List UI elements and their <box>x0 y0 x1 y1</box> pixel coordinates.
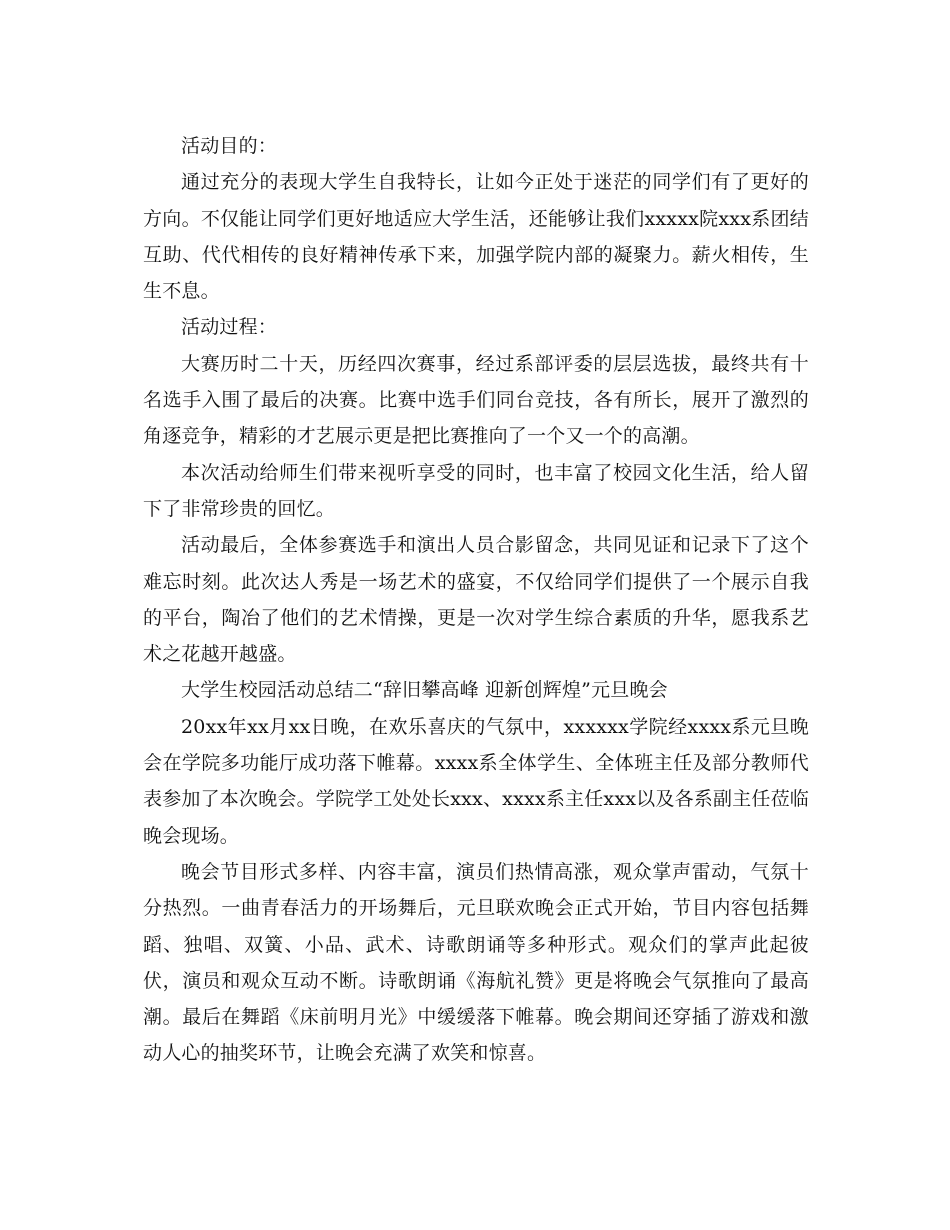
paragraph-competition: 大赛历时二十天，历经四次赛事，经过系部评委的层层选拔，最终共有十名选手入围了最后的决赛。比赛中选手们同台竞技，各有所长，展开了激烈的角逐竞争，精彩的才艺展示更是把比赛推向了一个又一个的高潮。 <box>143 352 809 448</box>
paragraph-campus-culture: 本次活动给师生们带来视听享受的同时，也丰富了校园文化生活，给人留下了非常珍贵的回忆。 <box>143 461 809 520</box>
section-title-new-year-gala: 大学生校园活动总结二“辞旧攀高峰 迎新创辉煌”元旦晚会 <box>181 679 668 702</box>
paragraph-gala-intro: 20xx年xx月xx日晚，在欢乐喜庆的气氛中，xxxxxx学院经xxxx系元旦晚会在学院多功能厅成功落下帷幕。xxxx系全体学生、全体班主任及部分教师代表参加了本次晚会。学院学工处处长xxx、xxxx系主任xxx以及各系副主任莅临晚会现场。 <box>143 715 809 847</box>
paragraph-closing: 活动最后，全体参赛选手和演出人员合影留念，共同见证和记录下了这个难忘时刻。此次达人秀是一场艺术的盛宴，不仅给同学们提供了一个展示自我的平台，陶冶了他们的艺术情操，更是一次对学生综合素质的升华，愿我系艺术之花越开越盛。 <box>143 534 809 666</box>
heading-activity-process: 活动过程： <box>181 316 278 339</box>
heading-activity-purpose: 活动目的： <box>181 135 278 157</box>
document-body <box>143 128 809 1072</box>
paragraph-gala-program: 晚会节目形式多样、内容丰富，演员们热情高涨，观众掌声雷动，气氛十分热烈。一曲青春活力的开场舞后，元旦联欢晚会正式开始，节目内容包括舞蹈、独唱、双簧、小品、武术、诗歌朗诵等多种形式。观众们的掌声此起彼伏，演员和观众互动不断。诗歌朗诵《海航礼赞》更是将晚会气氛推向了最高潮。最后在舞蹈《床前明月光》中缓缓落下帷幕。晚会期间还穿插了游戏和激动人心的抽奖环节，让晚会充满了欢笑和惊喜。 <box>143 860 809 1065</box>
paragraph-purpose-text: 通过充分的表现大学生自我特长，让如今正处于迷茫的同学们有了更好的方向。不仅能让同学们更好地适应大学生活，还能够让我们xxxxx院xxx系团结互助、代代相传的良好精神传承下来，加强学院内部的凝聚力。薪火相传，生生不息。 <box>143 171 809 303</box>
